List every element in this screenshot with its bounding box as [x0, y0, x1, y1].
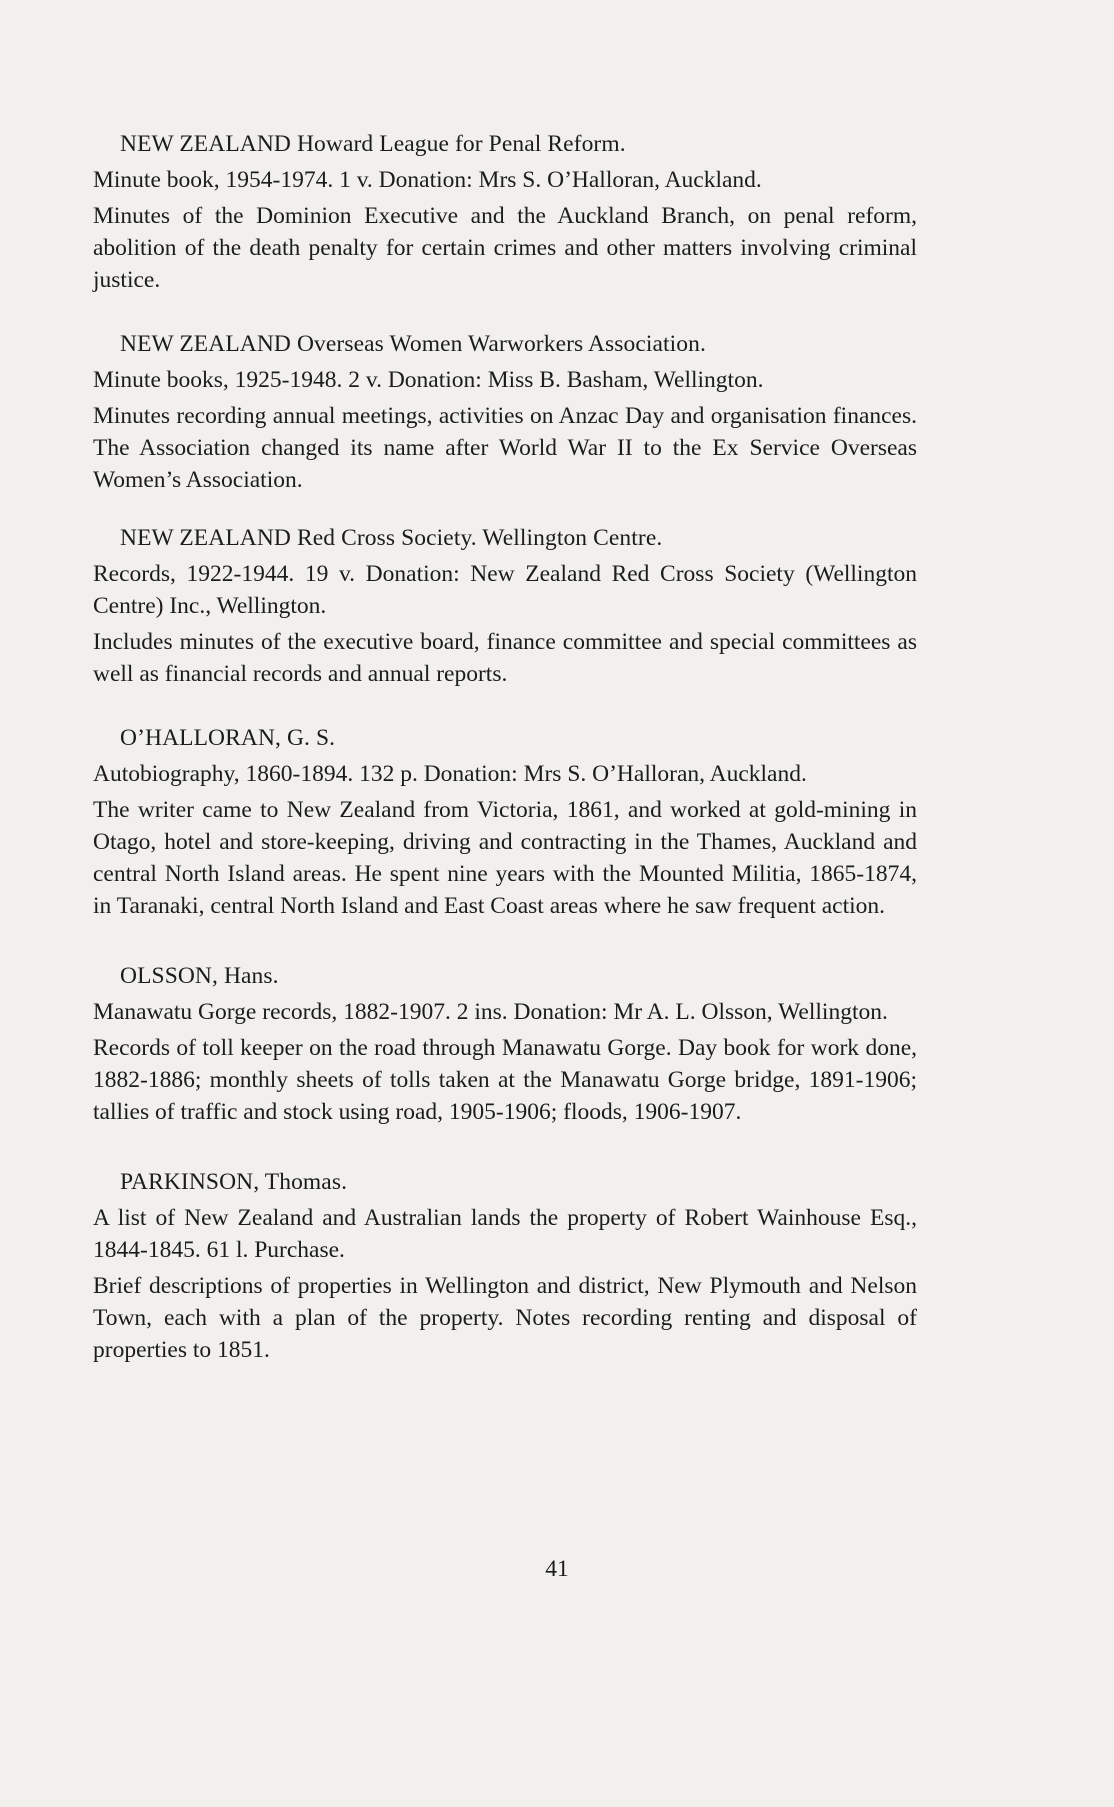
- entry-women-warworkers: [93, 328, 917, 496]
- entry-record: Autobiography, 1860-1894. 132 p. Donation: Mrs S. O’Halloran, Auckland.: [93, 761, 807, 787]
- entry-description: Minutes recording annual meetings, activities on Anzac Day and organisation finances. The Association changed its name after World War II to the Ex Service Overseas Women’s Association.: [93, 403, 917, 493]
- entry-heading: NEW ZEALAND Overseas Women Warworkers Association.: [120, 331, 706, 357]
- entry-ohalloran: [93, 722, 917, 922]
- entry-record: Records, 1922-1944. 19 v. Donation: New Zealand Red Cross Society (Wellington Centre) Inc., Wellington.: [93, 561, 917, 619]
- entry-howard-league: [93, 128, 917, 296]
- entry-record: Minute book, 1954-1974. 1 v. Donation: Mrs S. O’Halloran, Auckland.: [93, 167, 762, 193]
- page-number: 41: [545, 1556, 569, 1582]
- entry-description: Records of toll keeper on the road through Manawatu Gorge. Day book for work done, 1882-1886; monthly sheets of tolls taken at the Manawatu Gorge bridge, 1891-1906; tallies of traffic and stock using road, 1905-1906; floods, 1906-1907.: [93, 1035, 917, 1125]
- entry-heading: NEW ZEALAND Red Cross Society. Wellington Centre.: [120, 525, 663, 551]
- entry-description: Minutes of the Dominion Executive and the Auckland Branch, on penal reform, abolition of the death penalty for certain crimes and other matters involving criminal justice.: [93, 203, 917, 293]
- entry-heading: NEW ZEALAND Howard League for Penal Reform.: [120, 131, 626, 157]
- entry-red-cross: [93, 522, 917, 690]
- entry-heading: O’HALLORAN, G. S.: [120, 725, 336, 751]
- entry-record: Manawatu Gorge records, 1882-1907. 2 ins. Donation: Mr A. L. Olsson, Wellington.: [93, 999, 888, 1025]
- document-page: [93, 128, 917, 1366]
- entry-record: Minute books, 1925-1948. 2 v. Donation: Miss B. Basham, Wellington.: [93, 367, 764, 393]
- entry-record: A list of New Zealand and Australian lands the property of Robert Wainhouse Esq., 1844-1845. 61 l. Purchase.: [93, 1205, 917, 1263]
- entry-olsson: [93, 960, 917, 1128]
- entry-description: Includes minutes of the executive board, finance committee and special committees as well as financial records and annual reports.: [93, 629, 917, 687]
- entry-description: Brief descriptions of properties in Wellington and district, New Plymouth and Nelson Town, each with a plan of the property. Notes recording renting and disposal of properties to 1851.: [93, 1273, 917, 1363]
- entry-description: The writer came to New Zealand from Victoria, 1861, and worked at gold-mining in Otago, hotel and store-keeping, driving and contracting in the Thames, Auckland and central North Island areas. He spent nine years with the Mounted Militia, 1865-1874, in Taranaki, central North Island and East Coast areas where he saw frequent action.: [93, 797, 917, 919]
- entry-parkinson: [93, 1166, 917, 1366]
- entry-heading: PARKINSON, Thomas.: [120, 1169, 348, 1195]
- entry-heading: OLSSON, Hans.: [120, 963, 279, 989]
